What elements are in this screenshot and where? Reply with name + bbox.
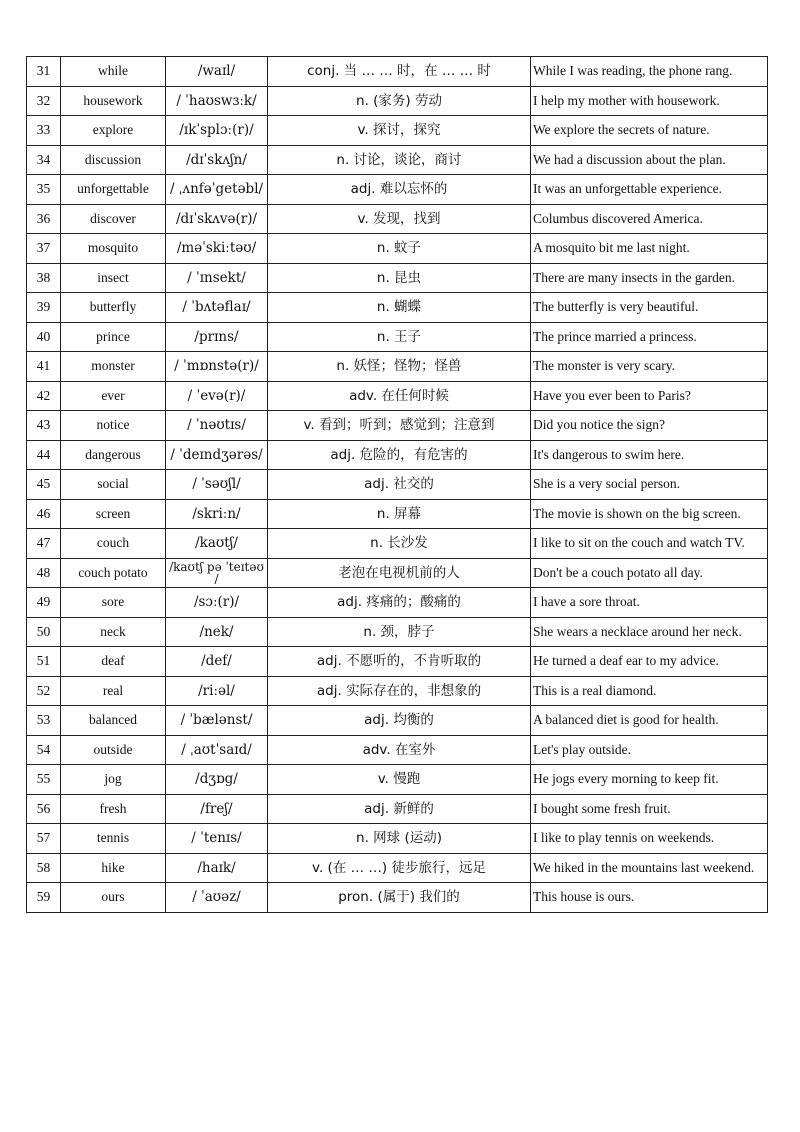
table-row bbox=[27, 853, 768, 883]
row-number: 33 bbox=[27, 116, 61, 146]
table-row bbox=[27, 440, 768, 470]
example-sentence-cell: This is a real diamond. bbox=[531, 676, 768, 706]
row-number: 58 bbox=[27, 853, 61, 883]
example-sentence-cell: It's dangerous to swim here. bbox=[531, 440, 768, 470]
phonetic-cell: /def/ bbox=[166, 647, 268, 677]
table-row bbox=[27, 57, 768, 87]
meaning-cell: adj. 均衡的 bbox=[268, 706, 531, 736]
example-sentence-cell: The butterfly is very beautiful. bbox=[531, 293, 768, 323]
phonetic-cell: /dɪˈskʌʃn/ bbox=[166, 145, 268, 175]
meaning-cell: n. 昆虫 bbox=[268, 263, 531, 293]
phonetic-cell: /riːəl/ bbox=[166, 676, 268, 706]
meaning-cell: adj. 实际存在的，非想象的 bbox=[268, 676, 531, 706]
word-cell: social bbox=[61, 470, 166, 500]
table-row bbox=[27, 499, 768, 529]
table-row bbox=[27, 647, 768, 677]
example-sentence-cell: Columbus discovered America. bbox=[531, 204, 768, 234]
meaning-cell: n. 屏幕 bbox=[268, 499, 531, 529]
example-sentence-cell: The prince married a princess. bbox=[531, 322, 768, 352]
meaning-cell: n. (家务) 劳动 bbox=[268, 86, 531, 116]
example-sentence-cell: Let's play outside. bbox=[531, 735, 768, 765]
meaning-cell: 老泡在电视机前的人 bbox=[268, 558, 531, 588]
row-number: 43 bbox=[27, 411, 61, 441]
table-row bbox=[27, 145, 768, 175]
row-number: 35 bbox=[27, 175, 61, 205]
meaning-cell: adv. 在室外 bbox=[268, 735, 531, 765]
table-row bbox=[27, 883, 768, 913]
table-row bbox=[27, 588, 768, 618]
phonetic-cell: /kaʊtʃ/ bbox=[166, 529, 268, 559]
phonetic-cell: /haɪk/ bbox=[166, 853, 268, 883]
row-number: 45 bbox=[27, 470, 61, 500]
word-cell: hike bbox=[61, 853, 166, 883]
phonetic-cell: / ˈmɒnstə(r)/ bbox=[166, 352, 268, 382]
example-sentence-cell: Don't be a couch potato all day. bbox=[531, 558, 768, 588]
word-cell: housework bbox=[61, 86, 166, 116]
phonetic-cell: /skriːn/ bbox=[166, 499, 268, 529]
meaning-cell: v. 慢跑 bbox=[268, 765, 531, 795]
meaning-cell: n. 网球 (运动) bbox=[268, 824, 531, 854]
word-cell: fresh bbox=[61, 794, 166, 824]
table-row bbox=[27, 352, 768, 382]
word-cell: real bbox=[61, 676, 166, 706]
phonetic-cell: / ˈsəʊʃl/ bbox=[166, 470, 268, 500]
row-number: 39 bbox=[27, 293, 61, 323]
example-sentence-cell: While I was reading, the phone rang. bbox=[531, 57, 768, 87]
example-sentence-cell: She is a very social person. bbox=[531, 470, 768, 500]
example-sentence-cell: I bought some fresh fruit. bbox=[531, 794, 768, 824]
table-row bbox=[27, 735, 768, 765]
meaning-cell: adj. 难以忘怀的 bbox=[268, 175, 531, 205]
example-sentence-cell: The movie is shown on the big screen. bbox=[531, 499, 768, 529]
word-cell: monster bbox=[61, 352, 166, 382]
example-sentence-cell: I like to play tennis on weekends. bbox=[531, 824, 768, 854]
example-sentence-cell: This house is ours. bbox=[531, 883, 768, 913]
word-cell: mosquito bbox=[61, 234, 166, 264]
example-sentence-cell: He jogs every morning to keep fit. bbox=[531, 765, 768, 795]
phonetic-cell: /sɔː(r)/ bbox=[166, 588, 268, 618]
example-sentence-cell: The monster is very scary. bbox=[531, 352, 768, 382]
meaning-cell: adv. 在任何时候 bbox=[268, 381, 531, 411]
word-cell: ever bbox=[61, 381, 166, 411]
word-cell: dangerous bbox=[61, 440, 166, 470]
table-row bbox=[27, 263, 768, 293]
phonetic-cell: / ˌʌnfəˈgetəbl/ bbox=[166, 175, 268, 205]
table-row bbox=[27, 529, 768, 559]
table-row bbox=[27, 794, 768, 824]
phonetic-cell: / ˈaʊəz/ bbox=[166, 883, 268, 913]
meaning-cell: n. 蝴蝶 bbox=[268, 293, 531, 323]
phonetic-cell: /dʒɒg/ bbox=[166, 765, 268, 795]
phonetic-cell: / ˈhaʊswɜːk/ bbox=[166, 86, 268, 116]
table-row bbox=[27, 116, 768, 146]
word-cell: butterfly bbox=[61, 293, 166, 323]
table-row bbox=[27, 470, 768, 500]
row-number: 48 bbox=[27, 558, 61, 588]
row-number: 59 bbox=[27, 883, 61, 913]
phonetic-cell: /waɪl/ bbox=[166, 57, 268, 87]
phonetic-cell: / ˈnəʊtɪs/ bbox=[166, 411, 268, 441]
meaning-cell: v. 发现，找到 bbox=[268, 204, 531, 234]
word-cell: explore bbox=[61, 116, 166, 146]
row-number: 41 bbox=[27, 352, 61, 382]
phonetic-cell: /ɪkˈsplɔː(r)/ bbox=[166, 116, 268, 146]
table-row bbox=[27, 558, 768, 588]
word-cell: balanced bbox=[61, 706, 166, 736]
example-sentence-cell: A balanced diet is good for health. bbox=[531, 706, 768, 736]
row-number: 50 bbox=[27, 617, 61, 647]
meaning-cell: n. 妖怪；怪物；怪兽 bbox=[268, 352, 531, 382]
meaning-cell: adj. 新鲜的 bbox=[268, 794, 531, 824]
meaning-cell: v. (在 … …) 徒步旅行，远足 bbox=[268, 853, 531, 883]
table-row bbox=[27, 824, 768, 854]
table-row bbox=[27, 676, 768, 706]
word-cell: outside bbox=[61, 735, 166, 765]
word-cell: couch bbox=[61, 529, 166, 559]
table-row bbox=[27, 706, 768, 736]
meaning-cell: adj. 危险的，有危害的 bbox=[268, 440, 531, 470]
phonetic-cell: / ˈɪnsekt/ bbox=[166, 263, 268, 293]
example-sentence-cell: It was an unforgettable experience. bbox=[531, 175, 768, 205]
word-cell: while bbox=[61, 57, 166, 87]
table-row bbox=[27, 175, 768, 205]
meaning-cell: adj. 社交的 bbox=[268, 470, 531, 500]
example-sentence-cell: We hiked in the mountains last weekend. bbox=[531, 853, 768, 883]
row-number: 44 bbox=[27, 440, 61, 470]
phonetic-cell: /kaʊtʃ pə ˈteɪtəʊ / bbox=[166, 558, 268, 588]
row-number: 34 bbox=[27, 145, 61, 175]
meaning-cell: n. 王子 bbox=[268, 322, 531, 352]
row-number: 55 bbox=[27, 765, 61, 795]
phonetic-cell: / ˌaʊtˈsaɪd/ bbox=[166, 735, 268, 765]
phonetic-cell: /freʃ/ bbox=[166, 794, 268, 824]
phonetic-cell: / ˈbælənst/ bbox=[166, 706, 268, 736]
row-number: 36 bbox=[27, 204, 61, 234]
example-sentence-cell: We had a discussion about the plan. bbox=[531, 145, 768, 175]
example-sentence-cell: She wears a necklace around her neck. bbox=[531, 617, 768, 647]
table-row bbox=[27, 204, 768, 234]
word-cell: discover bbox=[61, 204, 166, 234]
row-number: 42 bbox=[27, 381, 61, 411]
meaning-cell: n. 蚊子 bbox=[268, 234, 531, 264]
meaning-cell: adj. 不愿听的，不肯听取的 bbox=[268, 647, 531, 677]
example-sentence-cell: I have a sore throat. bbox=[531, 588, 768, 618]
meaning-cell: n. 颈，脖子 bbox=[268, 617, 531, 647]
word-cell: prince bbox=[61, 322, 166, 352]
word-cell: unforgettable bbox=[61, 175, 166, 205]
table-row bbox=[27, 86, 768, 116]
phonetic-cell: /nek/ bbox=[166, 617, 268, 647]
word-cell: deaf bbox=[61, 647, 166, 677]
phonetic-cell: / ˈtenɪs/ bbox=[166, 824, 268, 854]
vocabulary-table-body bbox=[27, 57, 768, 913]
phonetic-cell: /prɪns/ bbox=[166, 322, 268, 352]
row-number: 49 bbox=[27, 588, 61, 618]
table-row bbox=[27, 322, 768, 352]
table-row bbox=[27, 765, 768, 795]
meaning-cell: v. 看到；听到；感觉到；注意到 bbox=[268, 411, 531, 441]
row-number: 57 bbox=[27, 824, 61, 854]
word-cell: tennis bbox=[61, 824, 166, 854]
word-cell: notice bbox=[61, 411, 166, 441]
word-cell: insect bbox=[61, 263, 166, 293]
table-row bbox=[27, 293, 768, 323]
meaning-cell: n. 讨论，谈论，商讨 bbox=[268, 145, 531, 175]
meaning-cell: pron. (属于) 我们的 bbox=[268, 883, 531, 913]
row-number: 56 bbox=[27, 794, 61, 824]
table-row bbox=[27, 411, 768, 441]
row-number: 54 bbox=[27, 735, 61, 765]
row-number: 51 bbox=[27, 647, 61, 677]
table-row bbox=[27, 381, 768, 411]
row-number: 47 bbox=[27, 529, 61, 559]
example-sentence-cell: A mosquito bit me last night. bbox=[531, 234, 768, 264]
example-sentence-cell: We explore the secrets of nature. bbox=[531, 116, 768, 146]
row-number: 52 bbox=[27, 676, 61, 706]
example-sentence-cell: I help my mother with housework. bbox=[531, 86, 768, 116]
meaning-cell: n. 长沙发 bbox=[268, 529, 531, 559]
row-number: 37 bbox=[27, 234, 61, 264]
row-number: 31 bbox=[27, 57, 61, 87]
phonetic-cell: /dɪˈskʌvə(r)/ bbox=[166, 204, 268, 234]
example-sentence-cell: Have you ever been to Paris? bbox=[531, 381, 768, 411]
phonetic-cell: /məˈskiːtəʊ/ bbox=[166, 234, 268, 264]
row-number: 53 bbox=[27, 706, 61, 736]
word-cell: jog bbox=[61, 765, 166, 795]
meaning-cell: adj. 疼痛的；酸痛的 bbox=[268, 588, 531, 618]
word-cell: couch potato bbox=[61, 558, 166, 588]
meaning-cell: v. 探讨，探究 bbox=[268, 116, 531, 146]
word-cell: screen bbox=[61, 499, 166, 529]
table-row bbox=[27, 234, 768, 264]
row-number: 32 bbox=[27, 86, 61, 116]
example-sentence-cell: There are many insects in the garden. bbox=[531, 263, 768, 293]
phonetic-cell: / ˈbʌtəflaɪ/ bbox=[166, 293, 268, 323]
phonetic-cell: / ˈevə(r)/ bbox=[166, 381, 268, 411]
row-number: 40 bbox=[27, 322, 61, 352]
example-sentence-cell: Did you notice the sign? bbox=[531, 411, 768, 441]
row-number: 46 bbox=[27, 499, 61, 529]
row-number: 38 bbox=[27, 263, 61, 293]
phonetic-cell: / ˈdeɪndʒərəs/ bbox=[166, 440, 268, 470]
table-row bbox=[27, 617, 768, 647]
vocabulary-table bbox=[26, 56, 768, 913]
word-cell: sore bbox=[61, 588, 166, 618]
word-cell: discussion bbox=[61, 145, 166, 175]
example-sentence-cell: I like to sit on the couch and watch TV. bbox=[531, 529, 768, 559]
word-cell: neck bbox=[61, 617, 166, 647]
meaning-cell: conj. 当 … … 时，在 … … 时 bbox=[268, 57, 531, 87]
word-cell: ours bbox=[61, 883, 166, 913]
example-sentence-cell: He turned a deaf ear to my advice. bbox=[531, 647, 768, 677]
